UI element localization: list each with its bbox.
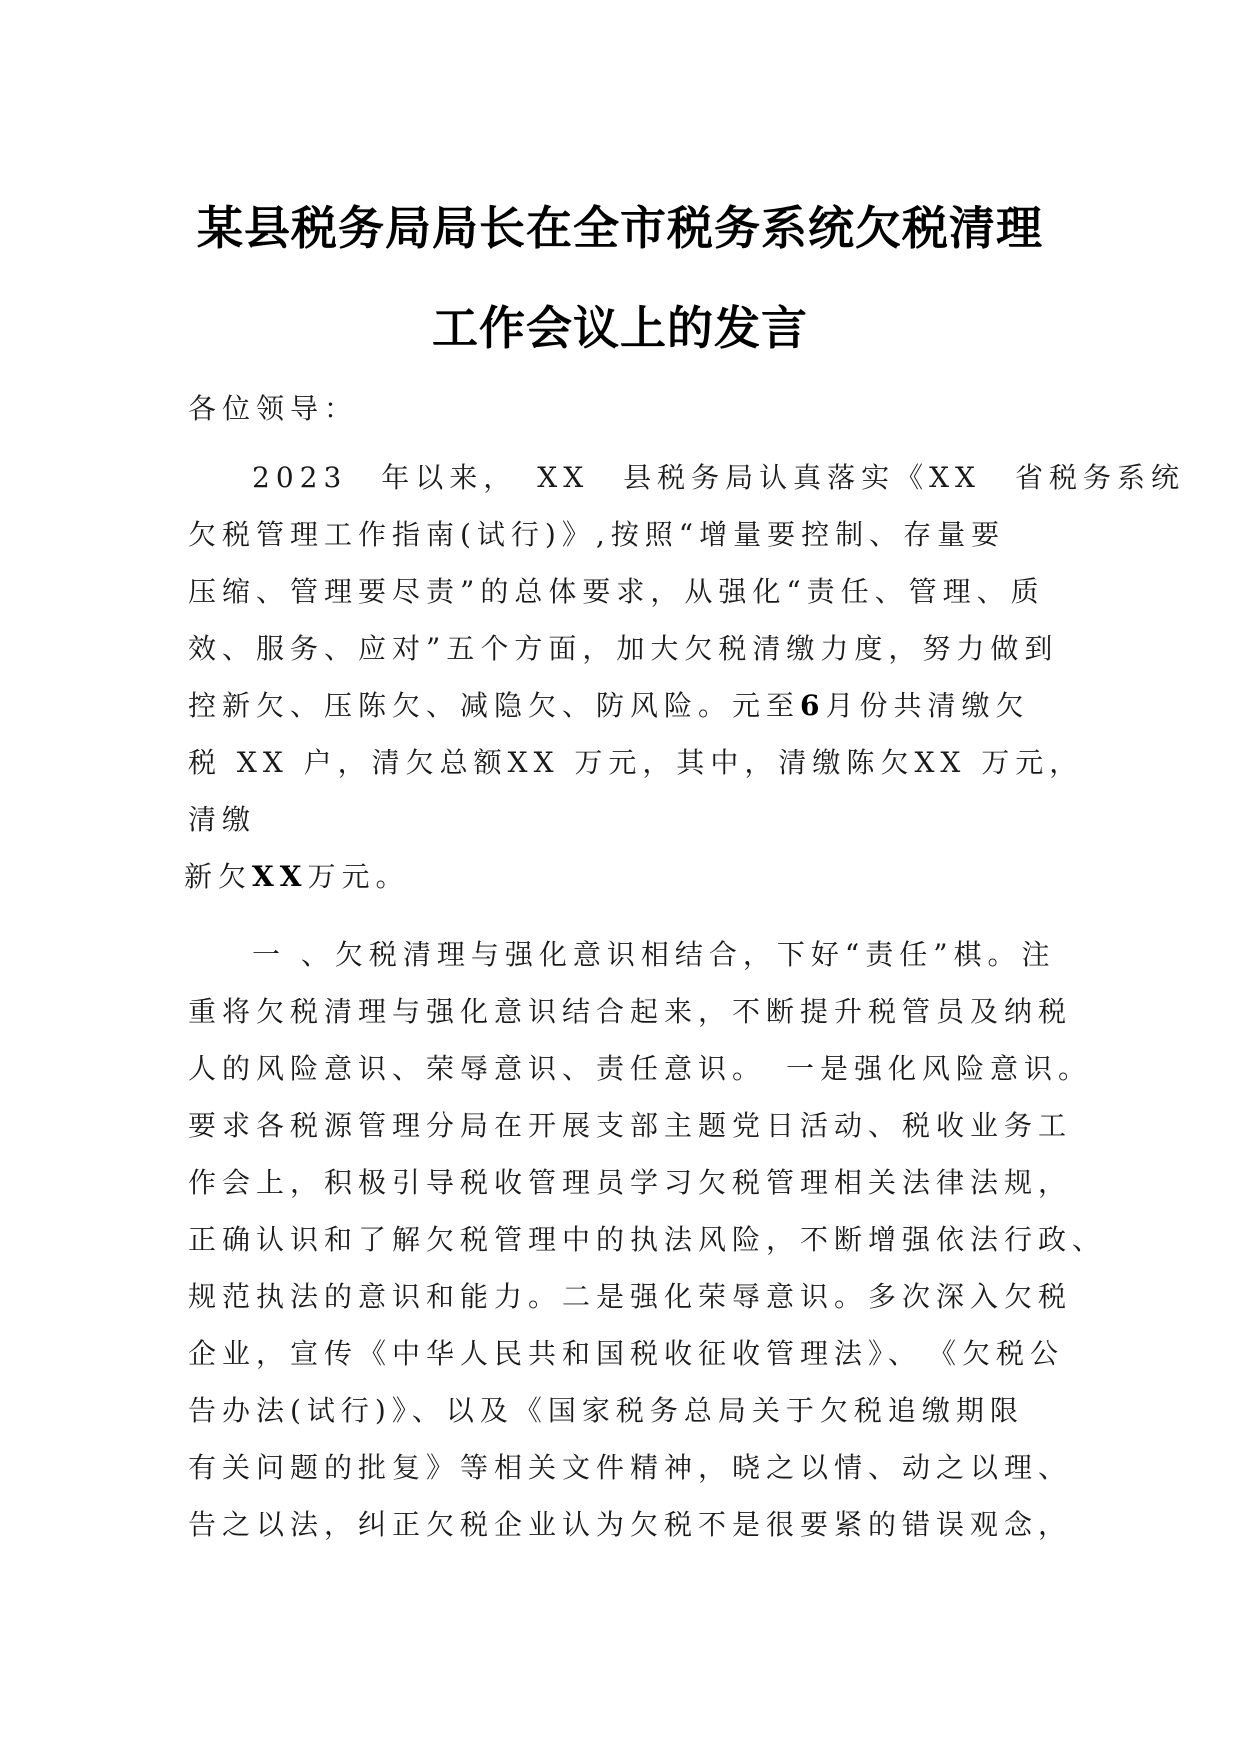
document-title-line-2: 工作会议上的发言 — [432, 301, 808, 355]
text-line: 企业，宣传《中华人民共和国税收征收管理法》、 《欠税公 — [188, 1337, 1065, 1370]
bold-number: XX — [252, 860, 308, 893]
text-line: 人的风险意识、荣辱意识、责任意识。 一是强化风险意识。 — [188, 1052, 1093, 1085]
section-one-paragraph — [188, 926, 1107, 1553]
text-line: 效、服务、应对”五个方面，加大欠税清缴力度，努力做到 — [188, 632, 1059, 665]
text-run: 新欠 — [184, 860, 253, 893]
text-line: 重将欠税清理与强化意识结合起来，不断提升税管员及纳税 — [188, 995, 1073, 1028]
text-line: 规范执法的意识和能力。二是强化荣辱意识。多次深入欠税 — [188, 1280, 1073, 1313]
text-line — [188, 677, 1058, 734]
text-line — [184, 848, 1058, 905]
text-line: 要求各税源管理分局在开展支部主题党日活动、税收业务工 — [188, 1109, 1073, 1142]
text-run: 万元。 — [307, 860, 410, 893]
text-line: 有关问题的批复》等相关文件精神，晓之以情、动之以理、 — [188, 1451, 1073, 1484]
intro-continuation — [184, 848, 1058, 905]
text-line: 一 、欠税清理与强化意识相结合，下好“责任”棋。注 — [252, 938, 1056, 971]
text-run: 控新欠、压陈欠、减隐欠、防风险。元至 — [188, 689, 801, 722]
document-body — [184, 380, 1185, 1553]
text-run: 月份共清缴欠 — [825, 689, 1030, 722]
intro-paragraph — [188, 449, 1185, 848]
text-line: 告办法(试行)》、以及《国家税务总局关于欠税追缴期限 — [188, 1394, 1024, 1427]
salutation: 各位领导： — [188, 392, 359, 425]
text-line: 正确认识和了解欠税管理中的执法风险，不断增强依法行政、 — [188, 1223, 1107, 1256]
text-line: 压缩、管理要尽责”的总体要求，从强化“责任、管理、质 — [188, 575, 1045, 608]
text-line: 作会上，积极引导税收管理员学习欠税管理相关法律法规， — [188, 1166, 1073, 1199]
text-line: 告之以法，纠正欠税企业认为欠税不是很要紧的错误观念， — [188, 1508, 1073, 1541]
text-line: 2023 年以来， XX 县税务局认真落实《XX 省税务系统 — [252, 461, 1185, 494]
text-line: 欠税管理工作指南(试行)》,按照“增量要控制、存量要 — [188, 518, 1006, 551]
text-line: 税 XX 户，清欠总额XX 万元，其中，清缴陈欠XX 万元， — [188, 746, 1084, 779]
text-line: 清缴 — [188, 803, 257, 836]
bold-number: 6 — [800, 689, 826, 722]
document-title-line-1: 某县税务局局长在全市税务系统欠税清理 — [197, 201, 1043, 255]
